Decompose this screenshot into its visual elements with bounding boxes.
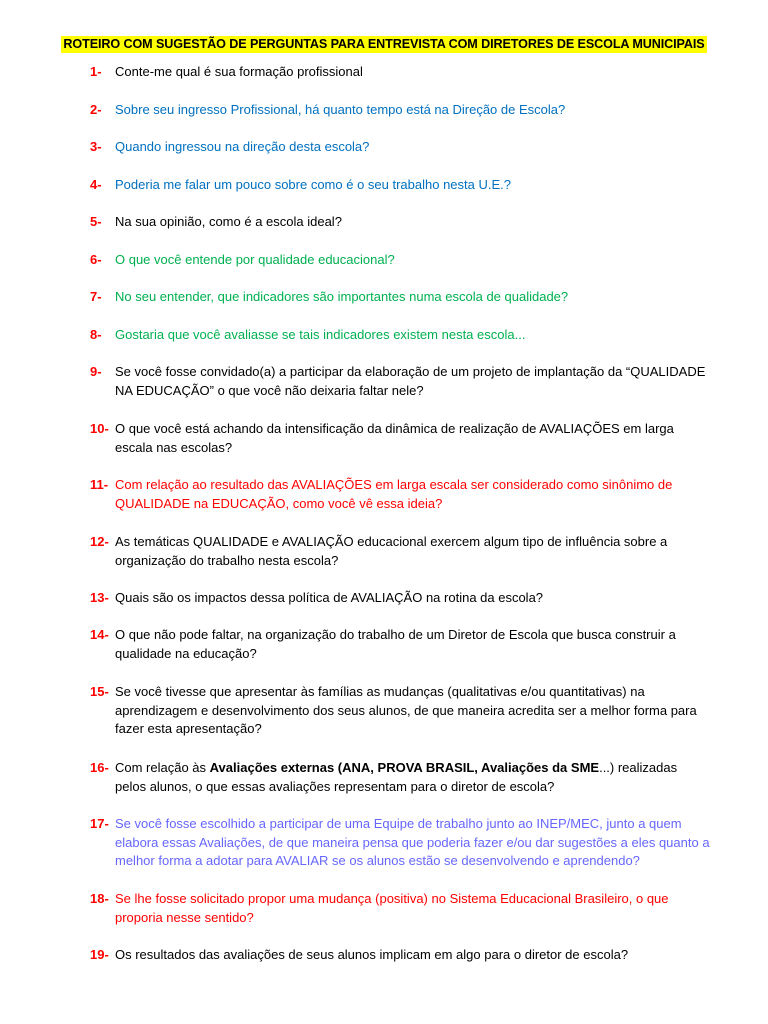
question-item	[90, 890, 710, 927]
question-number: 19-	[90, 947, 109, 962]
question-item	[90, 288, 710, 307]
question-item	[90, 138, 710, 157]
question-number: 18-	[90, 891, 109, 906]
question-number: 5-	[90, 214, 102, 229]
question-number: 13-	[90, 590, 109, 605]
question-text: Gostaria que você avaliasse se tais indicadores existem nesta escola...	[115, 327, 526, 342]
question-text: No seu entender, que indicadores são importantes numa escola de qualidade?	[115, 289, 569, 304]
question-text: O que não pode faltar, na organização do trabalho de um Diretor de Escola que busca construir a qualidade na educação?	[115, 627, 676, 661]
question-item	[90, 63, 710, 82]
question-number: 3-	[90, 139, 102, 154]
question-number: 17-	[90, 816, 109, 831]
question-text-post: ...) realizadas pelos alunos, o que essas avaliações representam para o diretor de escola?	[115, 760, 678, 794]
question-number: 12-	[90, 534, 109, 549]
question-number: 11-	[90, 477, 109, 492]
question-item	[90, 420, 710, 457]
question-text: Na sua opinião, como é a escola ideal?	[115, 214, 342, 229]
question-number: 9-	[90, 364, 102, 379]
question-text: Sobre seu ingresso Profissional, há quanto tempo está na Direção de Escola?	[115, 102, 566, 117]
question-number: 14-	[90, 627, 109, 642]
question-item	[90, 815, 710, 871]
document-title-text: ROTEIRO COM SUGESTÃO DE PERGUNTAS PARA ENTREVISTA COM DIRETORES DE ESCOLA MUNICIPAIS	[63, 37, 705, 51]
question-text: O que você entende por qualidade educacional?	[115, 252, 395, 267]
question-number: 4-	[90, 177, 102, 192]
question-item	[90, 759, 710, 796]
question-item	[90, 213, 710, 232]
question-item	[90, 683, 710, 739]
question-item	[90, 533, 710, 570]
question-text: Se lhe fosse solicitado propor uma mudança (positiva) no Sistema Educacional Brasileiro, o que proporia nesse sentido?	[115, 891, 669, 925]
question-text: Se você fosse convidado(a) a participar da elaboração de um projeto de implantação da “QUALIDADE NA EDUCAÇÃO” o que você não deixaria faltar nele?	[115, 364, 706, 398]
question-text: Os resultados das avaliações de seus alunos implicam em algo para o diretor de escola?	[115, 947, 629, 962]
document-title	[0, 35, 768, 53]
question-number: 2-	[90, 102, 102, 117]
question-item	[90, 363, 710, 400]
question-text	[115, 759, 710, 796]
question-text: Quais são os impactos dessa política de AVALIAÇÃO na rotina da escola?	[115, 590, 544, 605]
question-text: Poderia me falar um pouco sobre como é o seu trabalho nesta U.E.?	[115, 177, 511, 192]
question-number: 15-	[90, 684, 109, 699]
question-text: Se você tivesse que apresentar às famílias as mudanças (qualitativas e/ou quantitativas) na aprendizagem e desenvolvimento dos seus alunos, de que maneira acredita ser a melhor forma para fazer esta apresentação?	[115, 684, 697, 736]
question-number: 1-	[90, 64, 102, 79]
question-number: 8-	[90, 327, 102, 342]
question-text-bold: Avaliações externas (ANA, PROVA BRASIL, Avaliações da SME	[209, 760, 600, 775]
question-text-pre: Com relação às	[115, 760, 210, 775]
question-text: As temáticas QUALIDADE e AVALIAÇÃO educacional exercem algum tipo de influência sobre a organização do trabalho nesta escola?	[115, 534, 668, 568]
question-text: Se você fosse escolhido a participar de uma Equipe de trabalho junto ao INEP/MEC, junto a quem elabora essas Avaliações, de que maneira pensa que poderia fazer e/ou dar sugestões a eles quanto a melhor forma a adotar para AVALIAR se os alunos estão se desenvolvendo e aprendendo?	[115, 816, 710, 868]
question-number: 10-	[90, 421, 109, 436]
question-item	[90, 176, 710, 195]
question-item	[90, 251, 710, 270]
question-item	[90, 101, 710, 120]
question-number: 7-	[90, 289, 102, 304]
question-text: Com relação ao resultado das AVALIAÇÕES em larga escala ser considerado como sinônimo de QUALIDADE na EDUCAÇÃO, como você vê essa ideia?	[115, 477, 673, 511]
question-item	[90, 326, 710, 345]
question-item	[90, 946, 710, 965]
question-text: Quando ingressou na direção desta escola?	[115, 139, 370, 154]
question-text: O que você está achando da intensificação da dinâmica de realização de AVALIAÇÕES em larga escala nas escolas?	[115, 421, 674, 455]
question-item	[90, 589, 710, 608]
question-item	[90, 626, 710, 663]
question-number: 6-	[90, 252, 102, 267]
question-item	[90, 476, 710, 513]
question-number: 16-	[90, 760, 109, 775]
question-text: Conte-me qual é sua formação profissional	[115, 64, 363, 79]
